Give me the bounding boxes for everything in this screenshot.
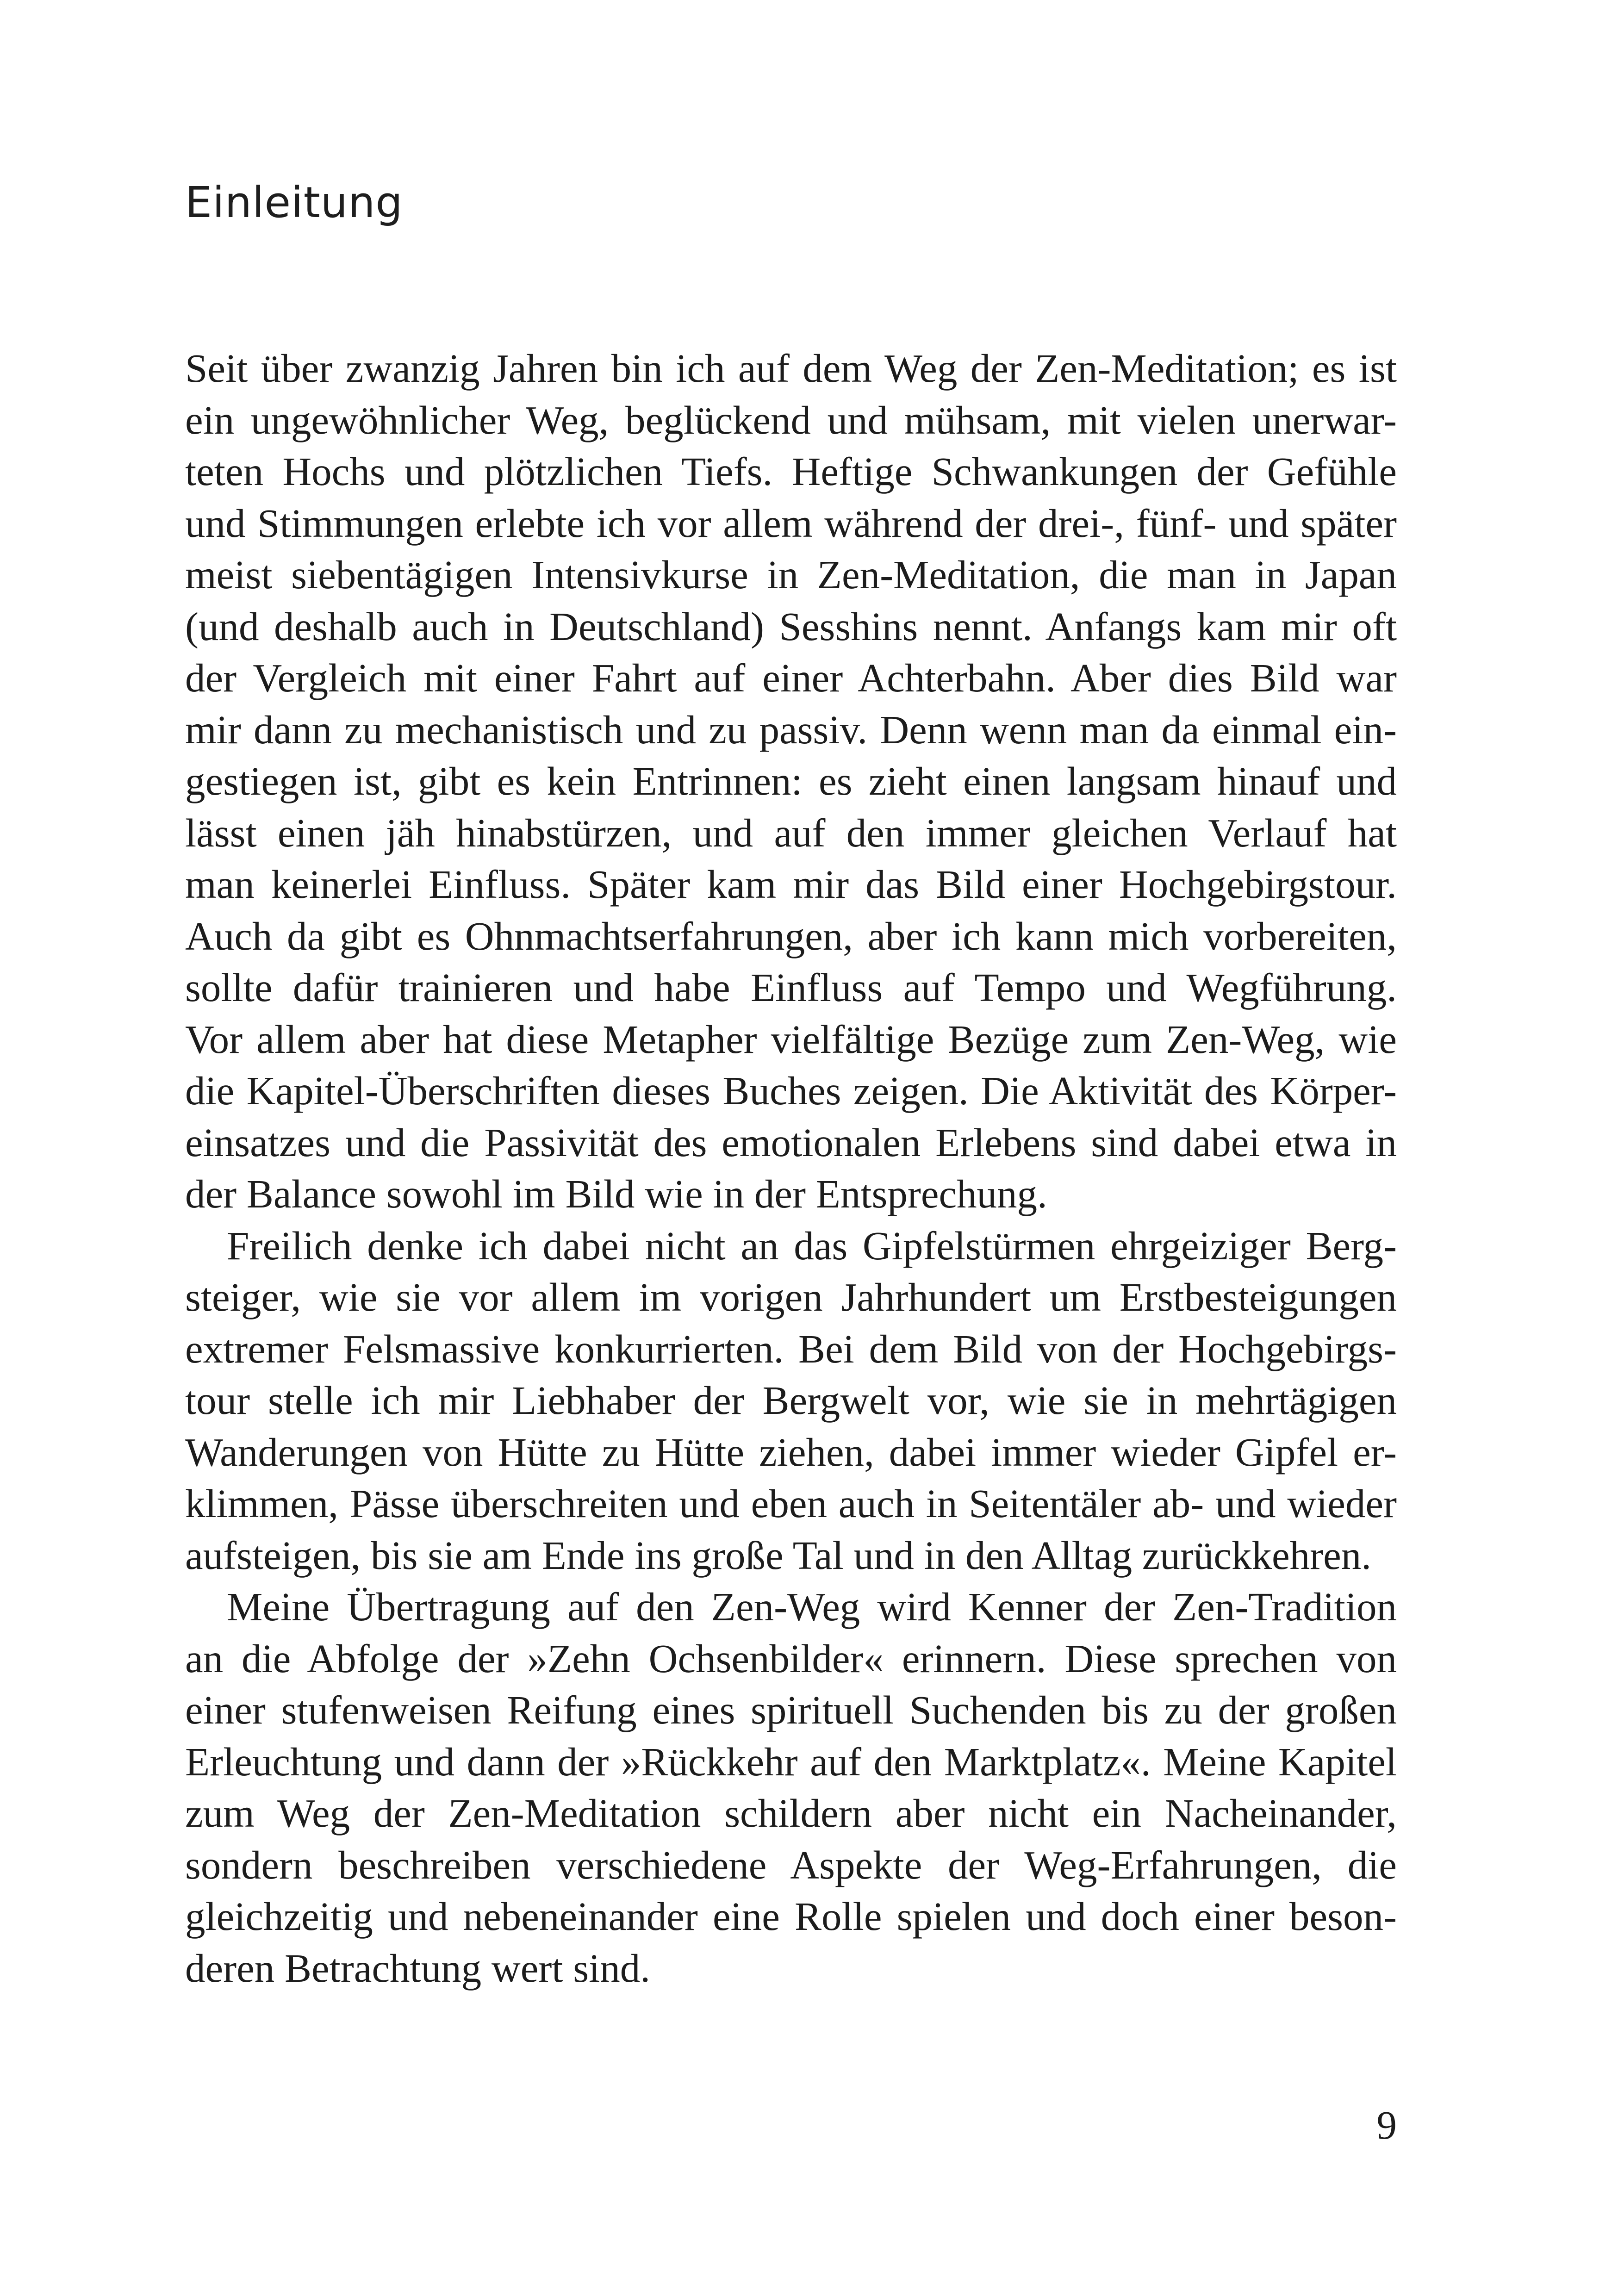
text-line: teten Hochs und plötzlichen Tiefs. Heftige Schwankungen der Gefühle [185, 449, 1397, 494]
page-number: 9 [1376, 2103, 1397, 2147]
text-line: man keinerlei Einfluss. Später kam mir das Bild einer Hochgebirgstour. [185, 862, 1397, 907]
text-line: und Stimmungen erlebte ich vor allem während der drei-, fünf- und später [185, 500, 1397, 546]
text-line: meist siebentägigen Intensivkurse in Zen-Meditation, die man in Japan [185, 552, 1397, 597]
text-line: zum Weg der Zen-Meditation schildern aber nicht ein Nacheinander, [185, 1791, 1397, 1836]
text-line: extremer Felsmassive konkurrierten. Bei dem Bild von der Hochgebirgs- [185, 1326, 1397, 1371]
text-line: mir dann zu mechanistisch und zu passiv. Denn wenn man da einmal ein- [185, 707, 1397, 752]
text-line: einsatzes und die Passivität des emotionalen Erlebens sind dabei etwa in [185, 1120, 1397, 1165]
text-line: an die Abfolge der »Zehn Ochsenbilder« erinnern. Diese sprechen von [185, 1636, 1397, 1681]
text-line: Wanderungen von Hütte zu Hütte ziehen, dabei immer wieder Gipfel er- [185, 1429, 1397, 1475]
text-line: sollte dafür trainieren und habe Einfluss auf Tempo und Wegführung. [185, 965, 1397, 1010]
text-line: der Vergleich mit einer Fahrt auf einer Achterbahn. Aber dies Bild war [185, 655, 1397, 700]
text-line: klimmen, Pässe überschreiten und eben auch in Seitentäler ab- und wieder [185, 1481, 1397, 1526]
text-line: steiger, wie sie vor allem im vorigen Jahrhundert um Erstbesteigungen [185, 1275, 1397, 1319]
text-line: Meine Übertragung auf den Zen-Weg wird Kenner der Zen-Tradition [227, 1584, 1397, 1629]
text-line: Auch da gibt es Ohnmachtserfahrungen, aber ich kann mich vorbereiten, [185, 913, 1397, 958]
text-line: Seit über zwanzig Jahren bin ich auf dem Weg der Zen-Meditation; es ist [185, 346, 1397, 391]
text-line: aufsteigen, bis sie am Ende ins große Tal und in den Alltag zurückkehren. [185, 1532, 1371, 1578]
text-line: (und deshalb auch in Deutschland) Sesshins nennt. Anfangs kam mir oft [185, 604, 1397, 649]
text-line: einer stufenweisen Reifung eines spirituell Suchenden bis zu der großen [185, 1687, 1397, 1732]
paragraph-2 [185, 1220, 1397, 1581]
text-line: Freilich denke ich dabei nicht an das Gipfelstürmen ehrgeiziger Berg- [227, 1223, 1397, 1268]
text-line: Erleuchtung und dann der »Rückkehr auf den Marktplatz«. Meine Kapitel [185, 1739, 1397, 1784]
text-line: tour stelle ich mir Liebhaber der Bergwelt vor, wie sie in mehrtägigen [185, 1378, 1397, 1423]
text-line: ein ungewöhnlicher Weg, beglückend und mühsam, mit vielen unerwar- [185, 397, 1397, 442]
text-line: sondern beschreiben verschiedene Aspekte der Weg-Erfahrungen, die [185, 1842, 1397, 1887]
paragraph-1 [185, 342, 1397, 1220]
text-line: lässt einen jäh hinabstürzen, und auf den immer gleichen Verlauf hat [185, 810, 1397, 855]
chapter-heading: Einleitung [185, 178, 403, 227]
text-line: der Balance sowohl im Bild wie in der Entsprechung. [185, 1171, 1047, 1216]
paragraph-3 [185, 1581, 1397, 1994]
text-line: gleichzeitig und nebeneinander eine Rolle spielen und doch einer beson- [185, 1894, 1397, 1939]
text-line: deren Betrachtung wert sind. [185, 1945, 651, 1991]
text-line: gestiegen ist, gibt es kein Entrinnen: es zieht einen langsam hinauf und [185, 759, 1397, 803]
text-line: Vor allem aber hat diese Metapher vielfältige Bezüge zum Zen-Weg, wie [185, 1016, 1397, 1062]
chapter-body [185, 342, 1397, 1994]
text-line: die Kapitel-Überschriften dieses Buches zeigen. Die Aktivität des Körper- [185, 1068, 1397, 1113]
